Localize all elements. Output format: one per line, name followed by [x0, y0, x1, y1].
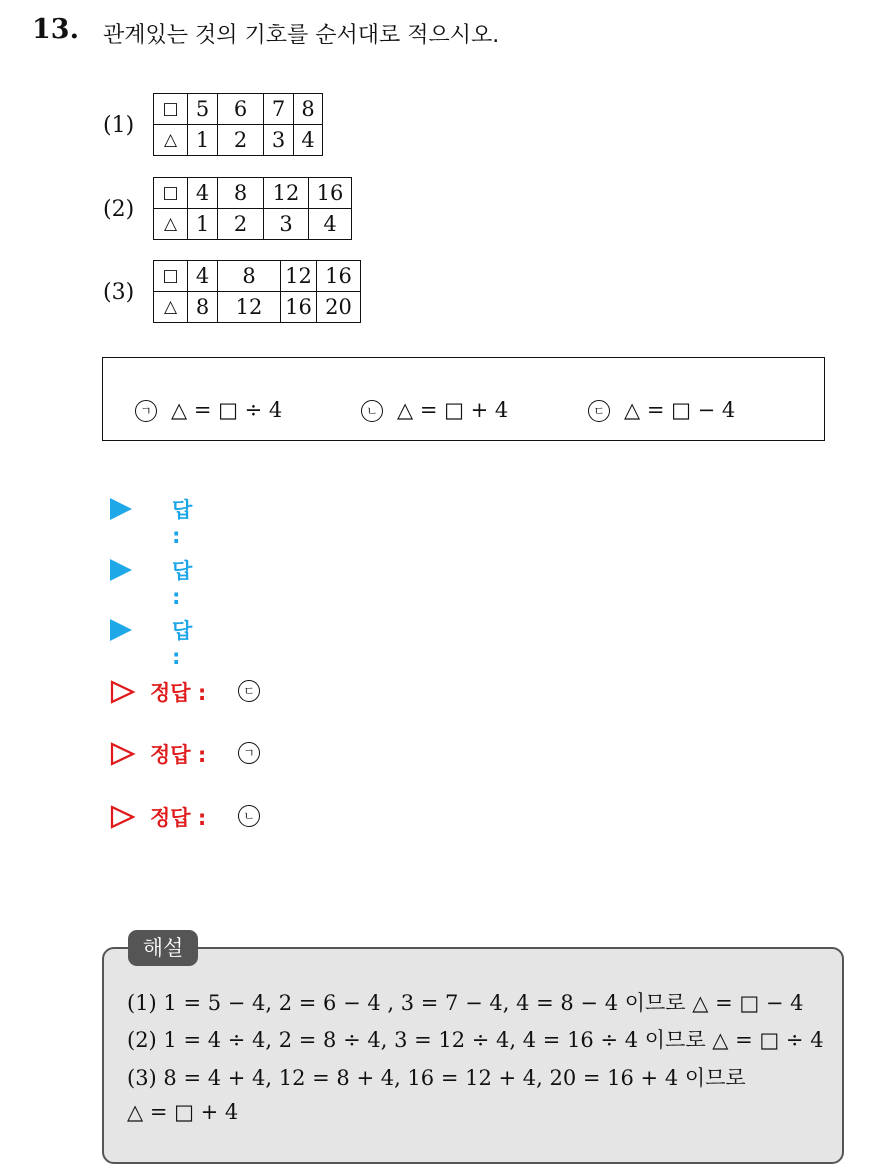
- table-cell: 1: [188, 125, 218, 156]
- table-cell: 2: [218, 209, 264, 240]
- table-cell: 12: [281, 261, 317, 292]
- option-formula: △ = □ ÷ 4: [171, 398, 283, 422]
- correct-answer-mark: ㄴ: [238, 805, 260, 827]
- table-cell: 12: [264, 178, 309, 209]
- table-cell: 1: [188, 209, 218, 240]
- table-cell: 8: [218, 178, 264, 209]
- option-a: [135, 398, 282, 422]
- triangle-symbol: △: [154, 209, 188, 240]
- table-cell: 5: [188, 94, 218, 125]
- correct-label: 정답 :: [150, 806, 207, 830]
- option-mark: ㄴ: [361, 400, 383, 422]
- table-cell: 16: [317, 261, 361, 292]
- play-arrow-icon: [110, 559, 132, 581]
- table-cell: 16: [309, 178, 352, 209]
- solution-line: △ = □ + 4: [127, 1100, 239, 1124]
- question-text: 관계있는 것의 기호를 순서대로 적으시오.: [103, 23, 500, 48]
- table-1: [153, 93, 323, 156]
- table-cell: 8: [188, 292, 218, 323]
- answer-label: 답 :: [172, 619, 193, 669]
- square-symbol: □: [154, 261, 188, 292]
- square-symbol: □: [154, 178, 188, 209]
- triangle-symbol: △: [154, 125, 188, 156]
- table-cell: 4: [309, 209, 352, 240]
- option-mark: ㄷ: [588, 400, 610, 422]
- table-cell: 12: [218, 292, 281, 323]
- solution-line: (2) 1 = 4 ÷ 4, 2 = 8 ÷ 4, 3 = 12 ÷ 4, 4 = 16 ÷ 4 이므로 △ = □ ÷ 4: [127, 1028, 824, 1052]
- solution-box: [102, 947, 844, 1164]
- outline-triangle-icon: [110, 680, 136, 704]
- option-formula: △ = □ + 4: [397, 398, 509, 422]
- table-cell: 20: [317, 292, 361, 323]
- option-formula: △ = □ − 4: [624, 398, 736, 422]
- table-cell: 4: [188, 261, 218, 292]
- table-cell: 16: [281, 292, 317, 323]
- correct-answer-mark: ㄷ: [238, 680, 260, 702]
- table-3-label: (3): [103, 280, 135, 305]
- table-cell: 3: [264, 125, 294, 156]
- outline-triangle-icon: [110, 742, 136, 766]
- solution-line: (3) 8 = 4 + 4, 12 = 8 + 4, 16 = 12 + 4, 20 = 16 + 4 이므로: [127, 1066, 746, 1090]
- play-arrow-icon: [110, 619, 132, 641]
- solution-tag: 해설: [128, 930, 198, 966]
- table-cell: 8: [294, 94, 323, 125]
- table-1-label: (1): [103, 113, 135, 138]
- answer-label: 답 :: [172, 498, 193, 548]
- answer-label: 답 :: [172, 559, 193, 609]
- option-c: [588, 398, 735, 422]
- option-mark: ㄱ: [135, 400, 157, 422]
- outline-triangle-icon: [110, 805, 136, 829]
- table-cell: 3: [264, 209, 309, 240]
- table-2-label: (2): [103, 197, 135, 222]
- square-symbol: □: [154, 94, 188, 125]
- correct-label: 정답 :: [150, 743, 207, 767]
- table-2: [153, 177, 352, 240]
- table-cell: 4: [294, 125, 323, 156]
- table-3: [153, 260, 361, 323]
- option-b: [361, 398, 508, 422]
- table-cell: 7: [264, 94, 294, 125]
- table-cell: 2: [218, 125, 264, 156]
- correct-label: 정답 :: [150, 681, 207, 705]
- table-cell: 4: [188, 178, 218, 209]
- correct-answer-mark: ㄱ: [238, 742, 260, 764]
- play-arrow-icon: [110, 498, 132, 520]
- table-cell: 8: [218, 261, 281, 292]
- solution-line: (1) 1 = 5 − 4, 2 = 6 − 4 , 3 = 7 − 4, 4 = 8 − 4 이므로 △ = □ − 4: [127, 991, 804, 1015]
- question-number: 13.: [32, 14, 79, 45]
- triangle-symbol: △: [154, 292, 188, 323]
- table-cell: 6: [218, 94, 264, 125]
